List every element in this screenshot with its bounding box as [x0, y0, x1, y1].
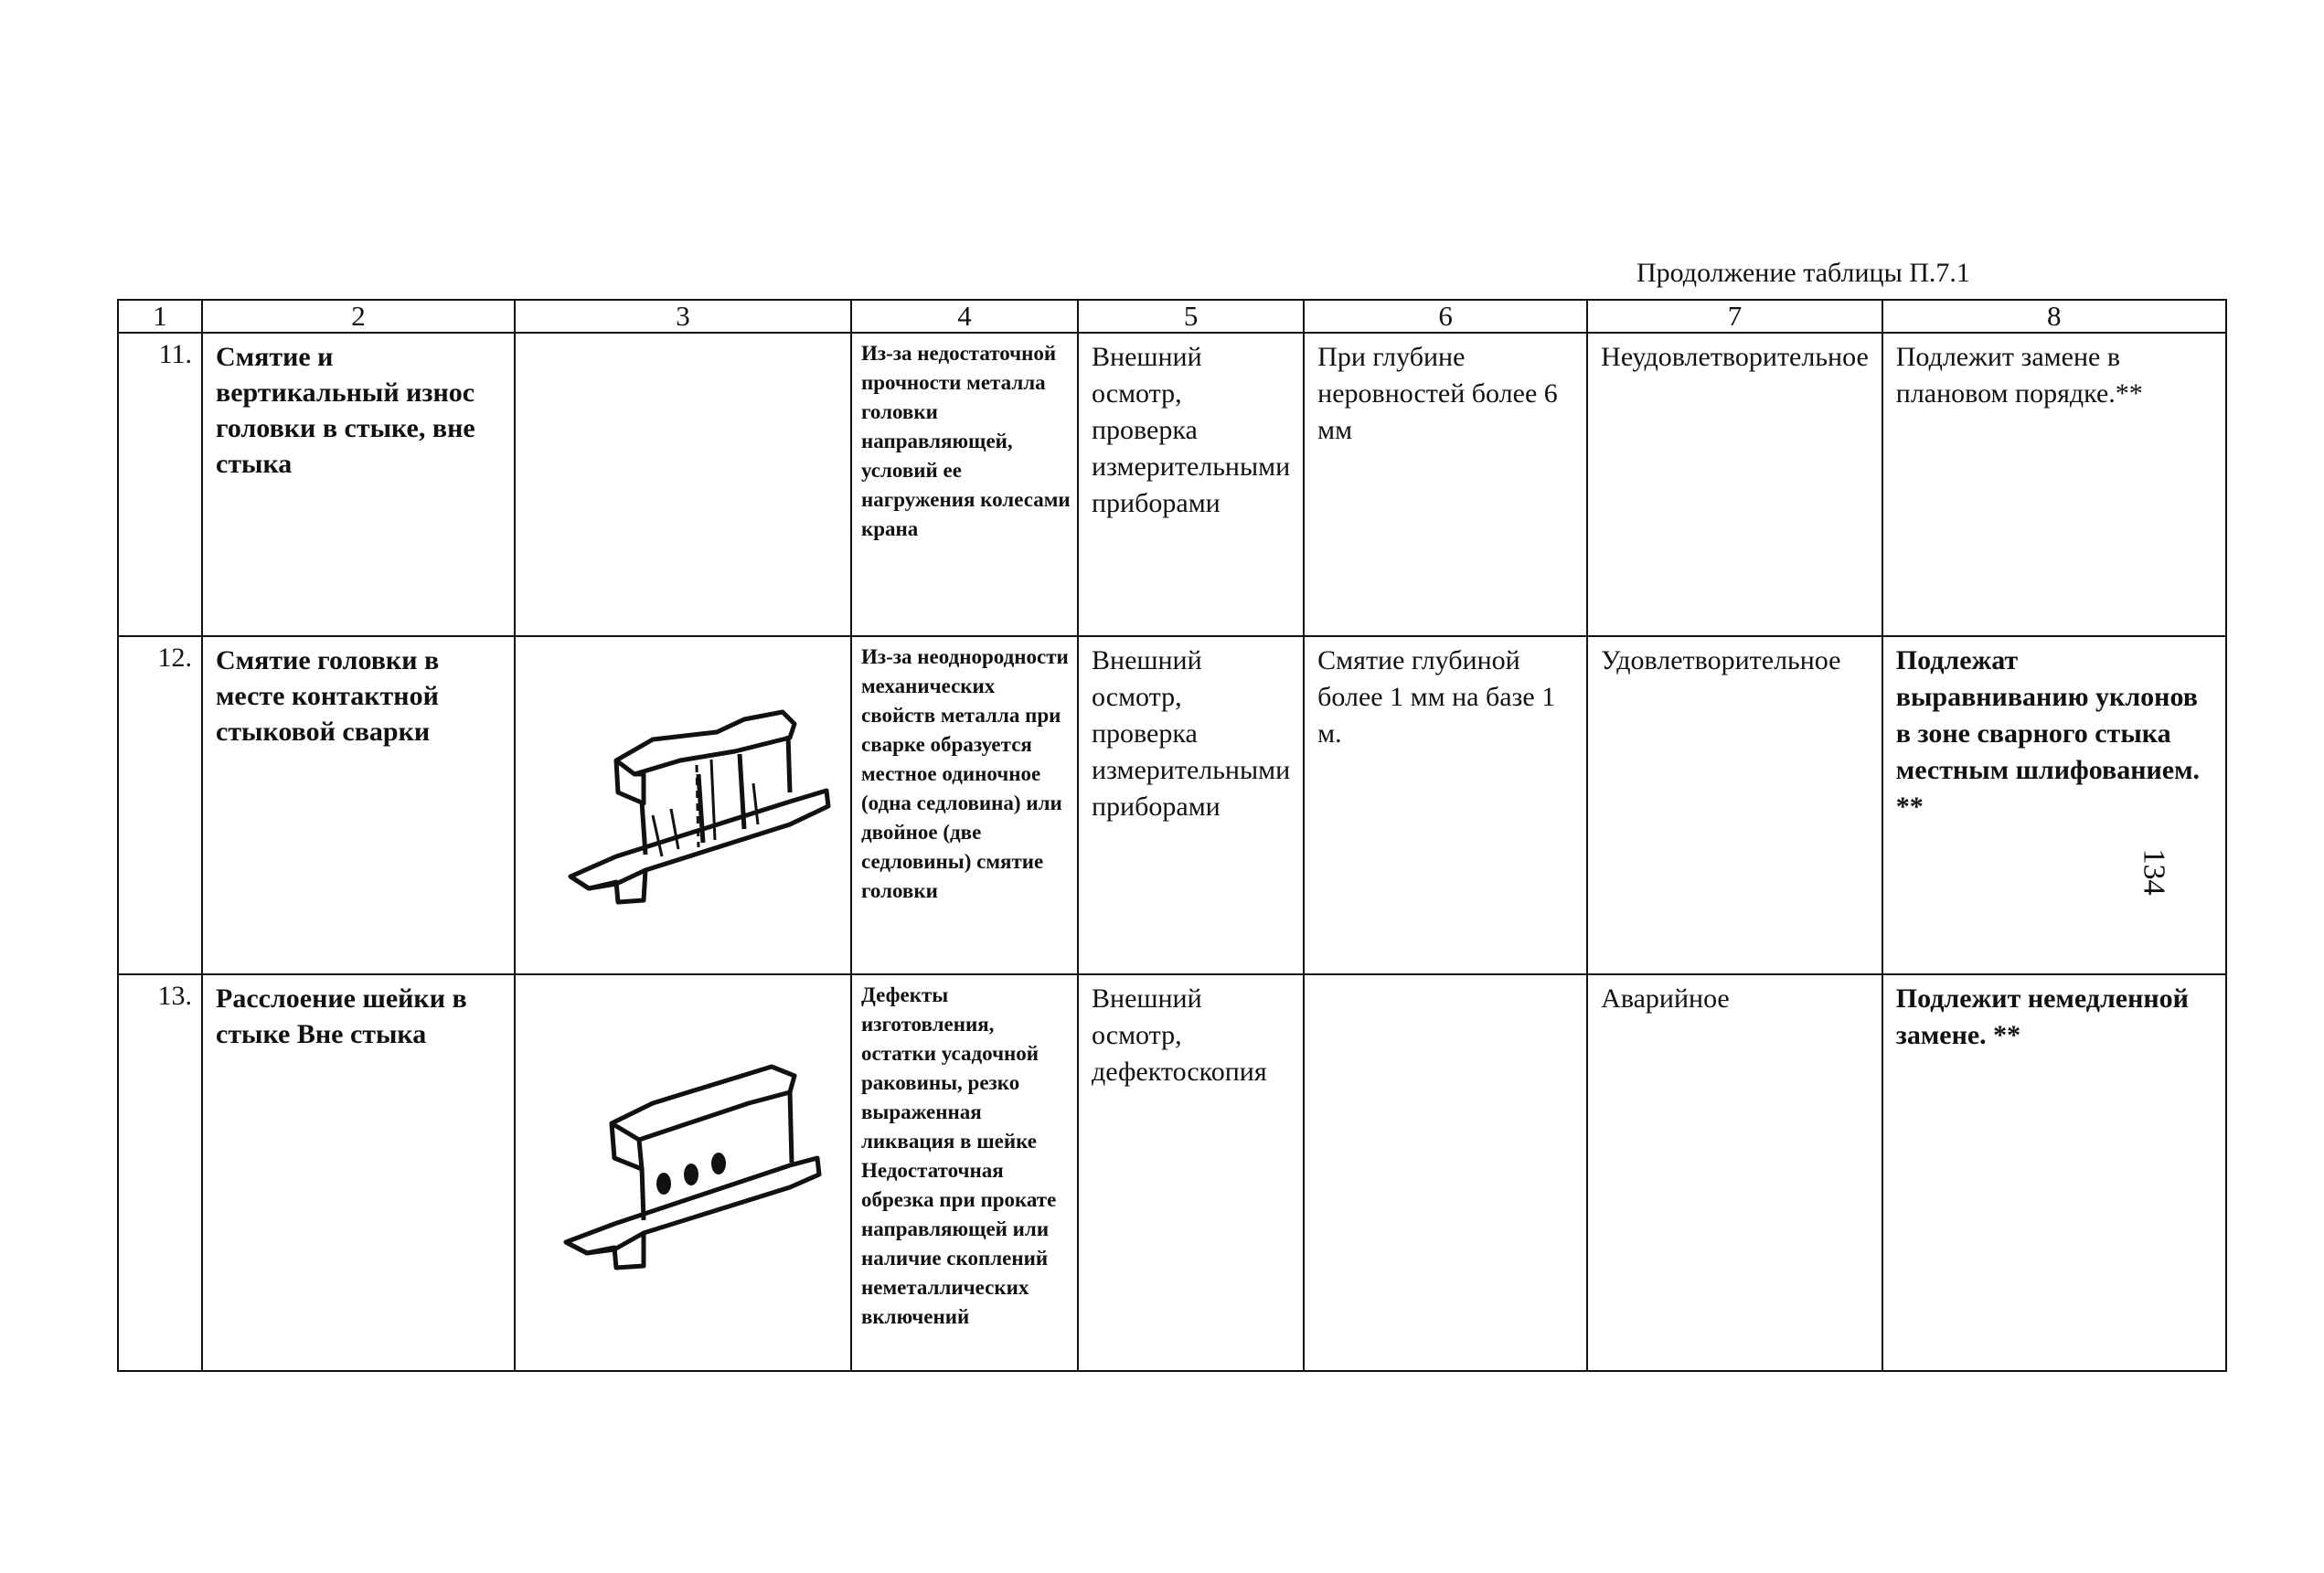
column-header: 6	[1304, 300, 1587, 333]
defects-table	[117, 299, 2227, 1372]
row-number: 13.	[118, 974, 202, 1371]
technical-state: Удовлетворительное	[1587, 636, 1882, 974]
defect-criterion: Смятие глубиной более 1 мм на базе 1 м.	[1304, 636, 1587, 974]
rail-web-delamination-illustration	[516, 975, 852, 1372]
illustration-cell	[515, 636, 851, 974]
required-measures: Подлежит замене в плановом порядке.**	[1882, 333, 2226, 636]
column-header: 5	[1078, 300, 1304, 333]
column-header: 3	[515, 300, 851, 333]
column-header: 4	[851, 300, 1078, 333]
illustration-cell	[515, 333, 851, 636]
technical-state: Аварийное	[1587, 974, 1882, 1371]
defect-cause: Из-за неоднородности механических свойств металла при сварке образуется местное одиночное (одна седловина) или двойное (две седловины) смятие головки	[851, 636, 1078, 974]
required-measures: Подлежит немедленной замене. **	[1882, 974, 2226, 1371]
defect-name: Смятие и вертикальный износ головки в стыке, вне стыка	[202, 333, 515, 636]
detection-method: Внешний осмотр, проверка измерительными приборами	[1078, 636, 1304, 974]
defect-cause: Из-за недостаточной прочности металла головки направляющей, условий ее нагружения колесами крана	[851, 333, 1078, 636]
column-header: 8	[1882, 300, 2226, 333]
technical-state: Неудовлетворительное	[1587, 333, 1882, 636]
detection-method: Внешний осмотр, проверка измерительными приборами	[1078, 333, 1304, 636]
header-row	[118, 300, 2226, 333]
table-row	[118, 974, 2226, 1371]
column-header: 1	[118, 300, 202, 333]
table-row	[118, 333, 2226, 636]
detection-method: Внешний осмотр, дефектоскопия	[1078, 974, 1304, 1371]
row-number: 11.	[118, 333, 202, 636]
required-measures: Подлежат выравниванию уклонов в зоне сварного стыка местным шлифованием. **	[1882, 636, 2226, 974]
illustration-cell	[515, 974, 851, 1371]
column-header: 2	[202, 300, 515, 333]
table-row	[118, 636, 2226, 974]
defect-name: Расслоение шейки в стыке Вне стыка	[202, 974, 515, 1371]
defect-cause: Дефекты изготовления, остатки усадочной раковины, резко выраженная ликвация в шейке Недостаточная обрезка при прокате направляющей или наличие скоплений неметаллических включений	[851, 974, 1078, 1371]
defect-criterion: При глубине неровностей более 6 мм	[1304, 333, 1587, 636]
page-number: 134	[2137, 848, 2171, 896]
row-number: 12.	[118, 636, 202, 974]
rail-weld-crush-illustration	[516, 637, 852, 975]
defect-name: Смятие головки в месте контактной стыковой сварки	[202, 636, 515, 974]
table-caption: Продолжение таблицы П.7.1	[1636, 258, 1970, 288]
defect-criterion	[1304, 974, 1587, 1371]
column-header: 7	[1587, 300, 1882, 333]
